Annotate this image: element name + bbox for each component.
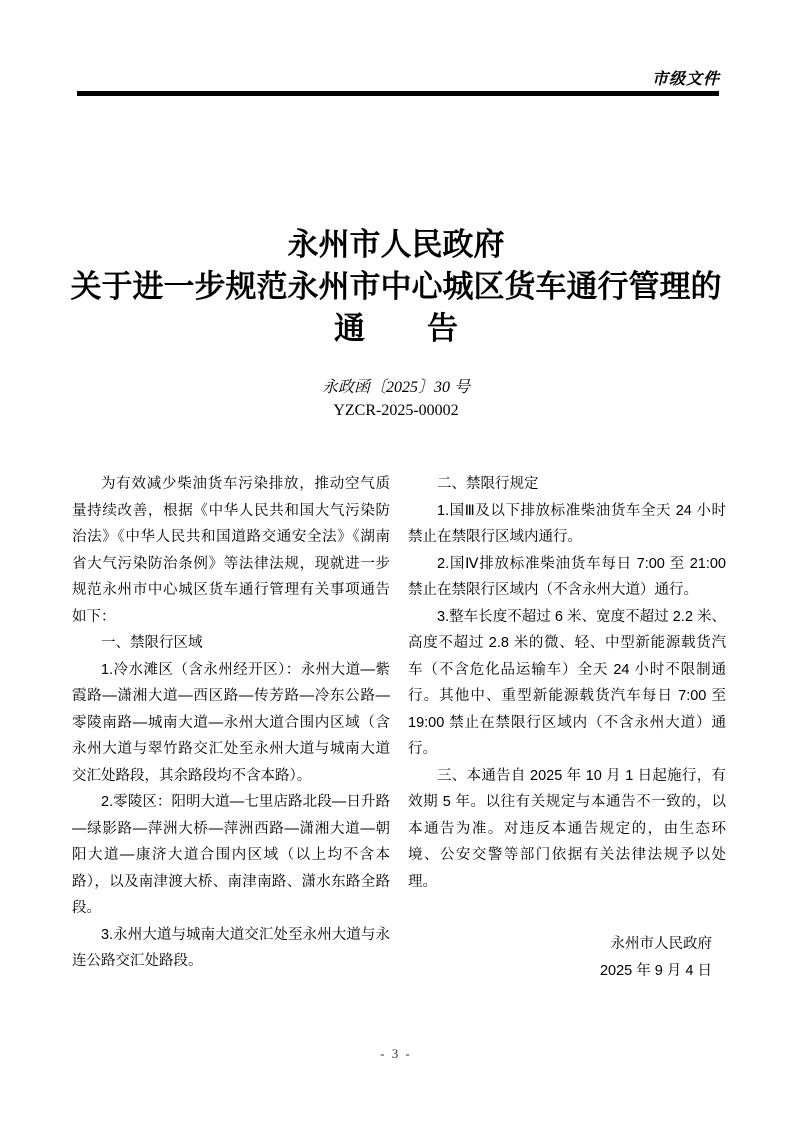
- page-number: - 3 -: [380, 1046, 412, 1061]
- title-line-issuer: 永州市人民政府: [287, 227, 505, 262]
- intro-paragraph: 为有效减少柴油货车污染排放，推动空气质量持续改善，根据《中华人民共和国大气污染防治法》《中华人民共和国道路交通安全法》《湖南省大气污染防治条例》等法律法规，现就进一步规范永州市中心城区货车通行管理有关事项通告如下：: [72, 476, 390, 625]
- doc-number: 永政函〔2025〕30 号: [321, 379, 470, 396]
- signature-date: 2025 年 9 月 4 日: [599, 962, 712, 979]
- section1-item-2: 2.零陵区：阳明大道—七里店路北段—日升路—绿影路—萍洲大桥—萍洲西路—潇湘大道—朝阳大道—康济大道合围内区域（以上均不含本路），以及南津渡大桥、南津南路、潇水东路全路段。: [72, 794, 390, 916]
- section1-heading: 一、禁限行区域: [101, 635, 203, 651]
- section2-heading: 二、禁限行规定: [437, 476, 539, 492]
- section2-item-1: 1.国Ⅲ及以下排放标准柴油货车全天 24 小时禁止在禁限行区域内通行。: [408, 502, 726, 545]
- title-line-notice: 通 告: [334, 311, 458, 346]
- doc-class-label: 市级文件: [651, 71, 720, 88]
- document-title: [40, 224, 752, 350]
- left-column: [72, 471, 390, 984]
- section3-paragraph: 三、本通告自 2025 年 10 月 1 日起施行，有效期 5 年。以往有关规定与本通告不一致的，以本通告为准。对违反本通告规定的，由生态环境、公安交警等部门依据有关法律法规予以处理。: [408, 767, 726, 890]
- section2-item-2: 2.国Ⅳ排放标准柴油货车每日 7:00 至 21:00 禁止在禁限行区域内（不含永州大道）通行。: [408, 555, 726, 598]
- right-column: [408, 471, 726, 984]
- title-line-subject: 关于进一步规范永州市中心城区货车通行管理的: [70, 269, 722, 304]
- signature-organization: 永州市人民政府: [610, 936, 712, 952]
- body-columns: [72, 471, 726, 984]
- section1-item-3: 3.永州大道与城南大道交汇处至永州大道与永连公路交汇处路段。: [72, 926, 390, 969]
- header-divider-rule: [77, 91, 719, 96]
- section2-item-3: 3.整车长度不超过 6 米、宽度不超过 2.2 米、高度不超过 2.8 米的微、轻、中型新能源载货汽车（不含危化品运输车）全天 24 小时不限制通行。其他中、重型新能源载货汽车每日 7:00 至 19:00 禁止在禁限行区域内（不含永州大道）通行。: [408, 608, 726, 757]
- section1-item-1: 1.冷水滩区（含永州经开区）：永州大道—紫霞路—潇湘大道—西区路—传芳路—冷东公路—零陵南路—城南大道—永州大道合围内区域（含永州大道与翠竹路交汇处至永州大道与城南大道交汇处路段，其余路段均不含本路）。: [72, 661, 390, 784]
- doc-code: YZCR-2025-00002: [333, 402, 459, 419]
- signature-block: [408, 931, 726, 984]
